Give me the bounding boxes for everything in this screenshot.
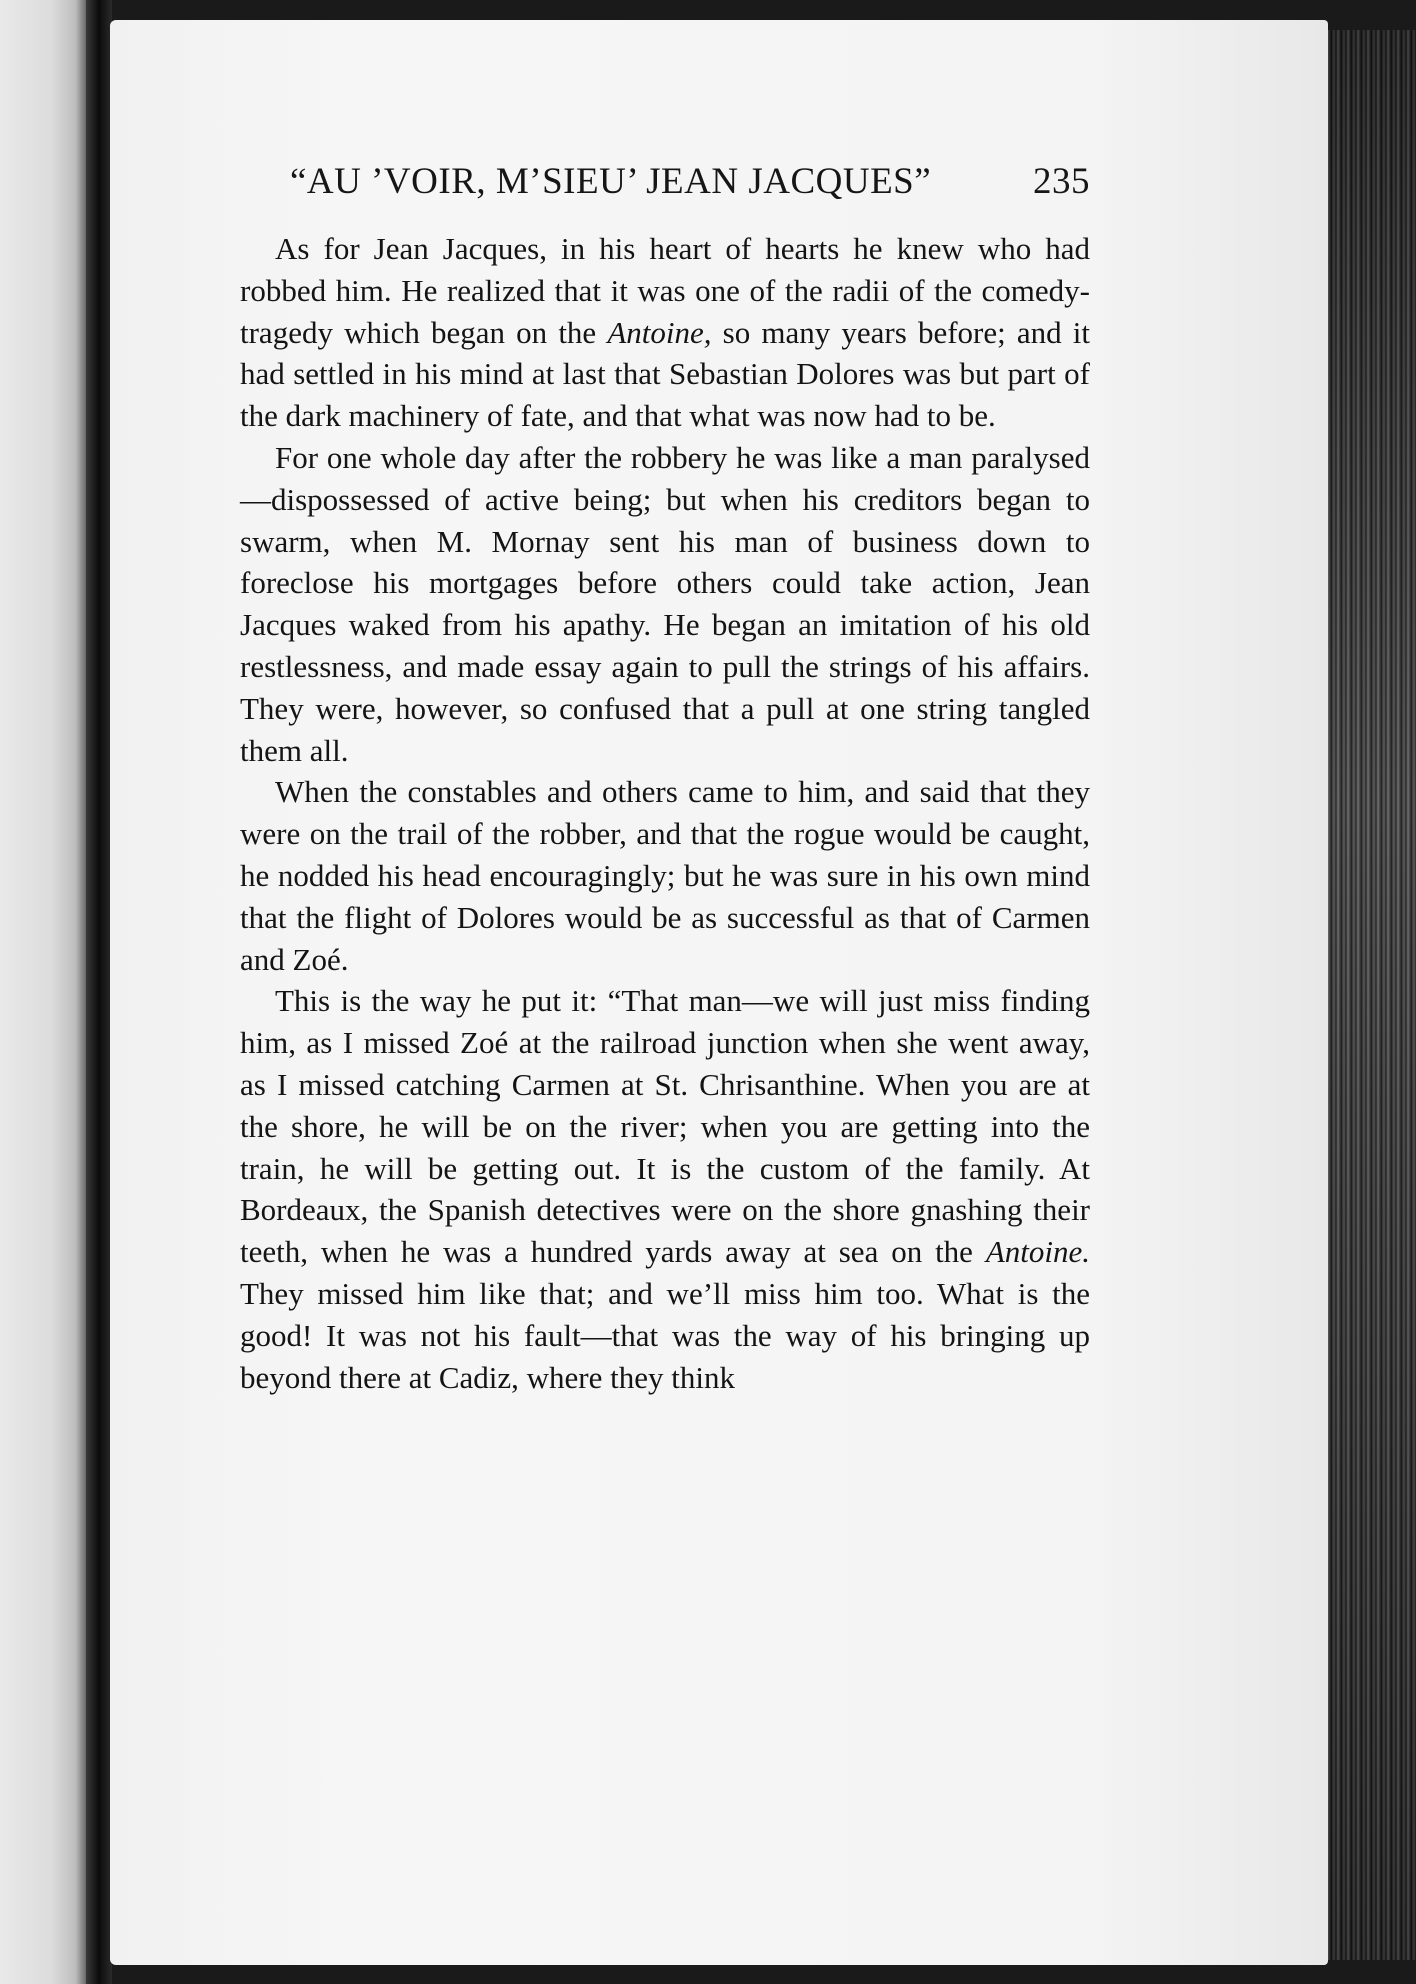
- body-text: [240, 228, 1090, 1398]
- page-stack-edge: [1322, 30, 1416, 1960]
- text-run: As for Jean Jacques, in his heart of hearts he knew who had robbed him. He realized that it was one of the radii of the comedy-tragedy which began on the: [240, 231, 1090, 350]
- left-page-edge: [0, 0, 86, 1984]
- paragraph: [240, 437, 1090, 771]
- text-run: so many years before; and it had settled in his mind at last that Sebastian Dolores was but part of the dark machinery of fate, and that what was now had to be.: [240, 314, 1090, 434]
- italic-ship-name: Antoine.: [985, 1234, 1090, 1270]
- text-run: For one whole day after the robbery he was like a man paralysed—dispossessed of active being; but when his creditors began to swarm, when M. Mornay sent his man of business down to foreclose his mortgages before others could take action, Jean Jacques waked from his apathy. He began an imitation of his old restlessness, and made essay again to pull the strings of his affairs. They were, however, so confused that a pull at one string tangled them all.: [240, 439, 1090, 768]
- italic-ship-name: Antoine,: [607, 314, 712, 350]
- text-run: When the constables and others came to him, and said that they were on the trail of the robber, and that the rogue would be caught, he nodded his head encouragingly; but he was sure in his own mind that the flight of Dolores would be as successful as that of Carmen and Zoé.: [240, 774, 1090, 977]
- running-header: [290, 160, 1090, 216]
- paragraph: [240, 980, 1090, 1398]
- page-number: 235: [1033, 161, 1090, 202]
- book-gutter: [86, 0, 112, 1984]
- text-run: This is the way he put it: “That man—we will just miss finding him, as I missed Zoé at the railroad junction when she went away, as I missed catching Carmen at St. Chrisanthine. When you are at the shore, he will be on the river; when you are getting into the train, he will be getting out. It is the custom of the family. At Bordeaux, the Spanish detectives were on the shore gnashing their teeth, when he was a hundred yards away at sea on the: [240, 983, 1090, 1270]
- paragraph: [240, 228, 1090, 437]
- paragraph: [240, 771, 1090, 980]
- text-run: They missed him like that; and we’ll miss him too. What is the good! It was not his fault—that was the way of his bringing up beyond there at Cadiz, where they think: [240, 1275, 1090, 1395]
- running-title: “AU ’VOIR, M’SIEU’ JEAN JACQUES”: [290, 161, 932, 202]
